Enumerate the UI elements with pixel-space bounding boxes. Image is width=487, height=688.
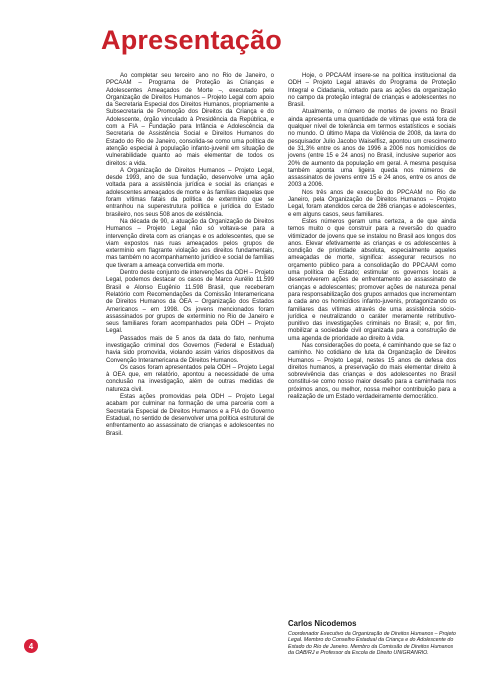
page-title: Apresentação xyxy=(101,25,282,55)
paragraph: Hoje, o PPCAAM insere-se na política institucional da ODH – Projeto Legal através do Programa de Proteção Integral e Cidadania, voltado para as ações da organização no campo da proteção integral de crianças e adolescentes no Brasil. xyxy=(288,73,456,109)
paragraph: Os casos foram apresentados pela ODH – Projeto Legal à OEA que, em relatório, apontou a necessidade de uma conclusão na investigação, além de outras medidas de natureza civil. xyxy=(106,364,274,393)
right-column xyxy=(288,73,456,401)
paragraph: Passados mais de 5 anos da data do fato, nenhuma investigação criminal dos Governos (Federal e Estadual) havia sido promovida, violando assim vários dispositivos da Convenção Interamericana de Direitos Humanos. xyxy=(106,335,274,364)
paragraph: Ao completar seu terceiro ano no Rio de Janeiro, o PPCAAM – Programa de Proteção às Crianças e Adolescentes Ameaçados de Morte –, executado pela Organização de Direitos Humanos – Projeto Legal com apoio da Secretaria Especial dos Direitos Humanos, propriamente a Subsecretaria de Promoção dos Direitos da Criança e do Adolescente, órgão vinculado à Presidência da República, e com a FIA – Fundação para Infância e Adolescência da Secretaria de Assistência Social e Direitos Humanos do Estado do Rio de Janeiro, consolida-se como uma política de atenção especial à população infanto-juvenil em situação de vulnerabilidade quanto ao mais elementar de todos os direitos: a vida. xyxy=(106,73,274,167)
author-name: Carlos Nicodemos xyxy=(288,619,357,628)
paragraph: Estas ações promovidas pela ODH – Projeto Legal acabam por culminar na formação de uma parceria com a Secretaria Especial de Direitos Humanos e a FIA do Governo Estadual, no sentido de desenvolver uma política estrutural de enfrentamento ao assassinato de crianças e adolescentes no Brasil. xyxy=(106,394,274,437)
author-signature xyxy=(288,619,458,657)
left-column xyxy=(106,73,274,438)
paragraph: Nos três anos de execução do PPCAAM no Rio de Janeiro, pela Organização de Direitos Humanos – Projeto Legal, foram atendidos cerca de 286 crianças e adolescentes, e em alguns casos, seus familiares. xyxy=(288,189,456,218)
paragraph: Estes números geram uma certeza, a de que ainda temos muito o que construir para a reversão do quadro vitimizador de jovens que se instalou no Brasil aos longos dos anos. Elevar efetivamente as crianças e os adolescentes à condição de prioridade absoluta, especialmente aqueles ameaçadas de morte, significa: assegurar recursos no orçamento público para a consolidação do PPCAAM como uma política de Estado; estimular os governos locais a desenvolverem ações de enfrentamento ao assassinato de crianças e adolescentes; promover ações de natureza penal para responsabilização dos grupos armados que incrementam a cada ano os homicídios infanto-juvenis, protagonizando os familiares das vítimas através de uma assistência sócio-jurídica e neutralizando o caráter meramente retributivo-punitivo das investigações criminais no Brasil; e, por fim, mobilizar a sociedade civil organizada para a construção de uma agenda de prioridade ao direito à vida. xyxy=(288,218,456,342)
paragraph: Na década de 90, a atuação da Organização de Direitos Humanos – Projeto Legal não só voltava-se para a intervenção direta com as crianças e os adolescentes, que se viam expostos nas ruas ameaçados pelos grupos de extermínio em flagrante violação aos direitos fundamentais, mas também no acompanhamento jurídico e social de famílias que tiveram a ameaça convertida em morte. xyxy=(106,218,274,269)
paragraph: Nas considerações do poeta, é caminhando que se faz o caminho. No cotidiano de luta da Organização de Direitos Humanos – Projeto Legal, nestes 15 anos de defesa dos direitos humanos, a preservação do mais elementar direito à sobrevivência das crianças e dos adolescentes no Brasil constitui-se como nosso maior desafio para a caminhada nos próximos anos, ou melhor, nossa melhor contribuição para a realização de um Estado verdadeiramente democrático. xyxy=(288,342,456,401)
page-number-badge: 4 xyxy=(24,639,38,653)
paragraph: Dentro deste conjunto de intervenções da ODH – Projeto Legal, podemos destacar os casos de Marco Aurélio 11.599 Brasil e Alonso Eugênio 11.598 Brasil, que receberam Relatório com Recomendações da Comissão Interamericana de Direitos Humanos da OEA – Organização dos Estados Americanos – em 1998. Os jovens mencionados foram assassinados por grupos de extermínio no Rio de Janeiro e seus familiares foram acompanhados pela ODH – Projeto Legal. xyxy=(106,270,274,335)
author-role: Coordenador Executivo da Organização de Direitos Humanos – Projeto Legal. Membro do Conselho Estadual da Criança e do Adolescente do Estado do Rio de Janeiro. Membro da Comissão de Direitos Humanos da OAB/RJ e Professor da Escola de Direito UNIGRANRIO. xyxy=(288,631,456,657)
paragraph: Atualmente, o número de mortes de jovens no Brasil ainda apresenta uma quantidade de vítimas que está fora de qualquer nível de tolerância em termos estatísticos e sociais no mundo. O último Mapa da Violência de 2008, da lavra do pesquisador Julio Jacobo Waiselfisz, apontou um crescimento de 31,3% entre os anos de 1996 a 2006 nos homicídios de jovens (entre 15 e 24 anos) no Brasil, inclusive superior aos 20% de aumento da população em geral. A mesma pesquisa também aponta uma ligeira queda nos números de assassinatos de jovens entre 15 e 24 anos, entre os anos de 2003 a 2006. xyxy=(288,109,456,189)
paragraph: A Organização de Direitos Humanos – Projeto Legal, desde 1993, ano de sua fundação, desenvolve uma ação voltada para a assistência jurídica e social às crianças e adolescentes ameaçados de morte e às famílias daquelas que foram vítimas fatais da política de extermínio que se entranhou na superestrutura política e jurídica do Estado brasileiro, nos seus 508 anos de existência. xyxy=(106,167,274,218)
